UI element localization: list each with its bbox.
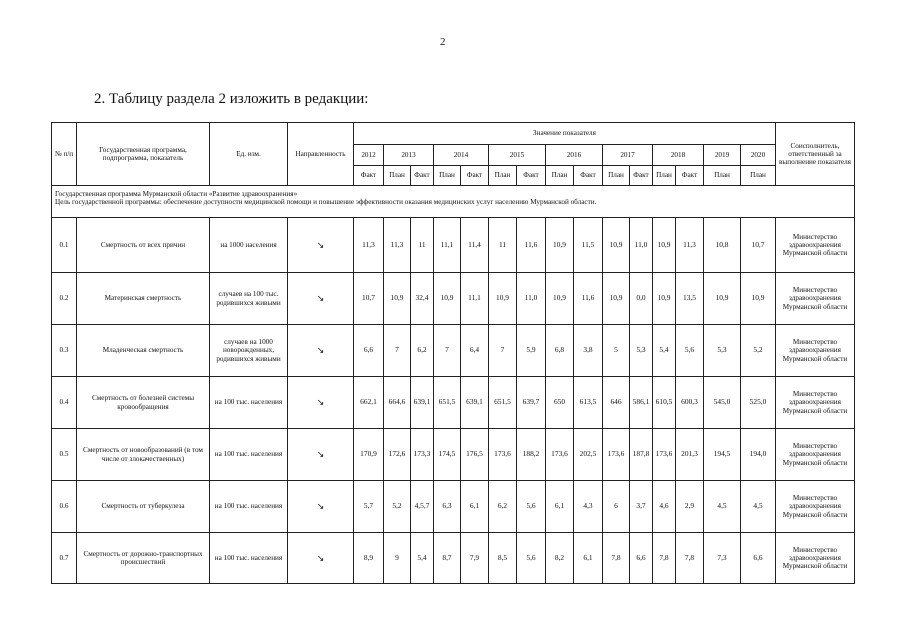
value-cell: 4,5: [704, 481, 741, 533]
value-cell: 5,3: [704, 325, 741, 377]
value-cell: 10,9: [741, 273, 776, 325]
value-cell: 202,5: [574, 429, 603, 481]
indicator-name: Смертность от дорожно-транспортных происшествий: [77, 533, 210, 584]
header-program: Государственная программа, подпрограмма, показатель: [77, 123, 210, 186]
header-value: Значение показателя: [354, 123, 776, 145]
program-goal: Цель государственной программы: обеспечение доступности медицинской помощи и повышение эффективности оказания медицинских услуг населению Мурманской области.: [55, 198, 597, 207]
table-row: [52, 533, 855, 584]
value-cell: 10,9: [653, 218, 676, 273]
value-cell: 9: [384, 533, 411, 584]
row-number: 0.7: [52, 533, 77, 584]
table-row: [52, 481, 855, 533]
subheader-cell: Факт: [574, 166, 603, 186]
value-cell: 5,7: [354, 481, 384, 533]
value-cell: 2,9: [676, 481, 704, 533]
value-cell: 174,5: [434, 429, 461, 481]
indicator-name: Смертность от новообразований (в том числе от злокачественных): [77, 429, 210, 481]
value-cell: 5,6: [517, 533, 546, 584]
value-cell: 6,3: [434, 481, 461, 533]
direction-arrow: ↘: [288, 481, 354, 533]
value-cell: 4,5,7: [411, 481, 434, 533]
indicator-name: Смертность от туберкулеза: [77, 481, 210, 533]
value-cell: 10,7: [354, 273, 384, 325]
value-cell: 11,0: [517, 273, 546, 325]
year-header: 2018: [653, 145, 704, 166]
indicator-unit: на 1000 населения: [210, 218, 288, 273]
value-cell: 5,4: [653, 325, 676, 377]
value-cell: 651,5: [434, 377, 461, 429]
value-cell: 187,8: [630, 429, 653, 481]
table-row: [52, 377, 855, 429]
table-row: [52, 429, 855, 481]
value-cell: 525,0: [741, 377, 776, 429]
value-cell: 173,6: [489, 429, 517, 481]
value-cell: 6,1: [461, 481, 489, 533]
value-cell: 613,5: [574, 377, 603, 429]
direction-arrow: ↘: [288, 325, 354, 377]
row-number: 0.2: [52, 273, 77, 325]
direction-arrow: ↘: [288, 377, 354, 429]
value-cell: 173,6: [653, 429, 676, 481]
value-cell: 662,1: [354, 377, 384, 429]
row-number: 0.3: [52, 325, 77, 377]
value-cell: 6,8: [546, 325, 574, 377]
value-cell: 11,4: [461, 218, 489, 273]
value-cell: 6,2: [411, 325, 434, 377]
value-cell: 646: [603, 377, 630, 429]
indicator-unit: на 100 тыс. населения: [210, 533, 288, 584]
header-direction: Направленность: [288, 123, 354, 186]
value-cell: 586,1: [630, 377, 653, 429]
year-header: 2015: [489, 145, 546, 166]
indicator-unit: на 100 тыс. населения: [210, 429, 288, 481]
year-header: 2013: [384, 145, 434, 166]
value-cell: 10,9: [653, 273, 676, 325]
value-cell: 170,9: [354, 429, 384, 481]
table-row: [52, 273, 855, 325]
header-executor: Соисполнитель, ответственный за выполнение показателя: [776, 123, 855, 186]
value-cell: 6,1: [574, 533, 603, 584]
indicator-name: Смертность от всех причин: [77, 218, 210, 273]
direction-arrow: ↘: [288, 273, 354, 325]
value-cell: 651,5: [489, 377, 517, 429]
value-cell: 5: [603, 325, 630, 377]
value-cell: 8,9: [354, 533, 384, 584]
value-cell: 3,7: [630, 481, 653, 533]
row-number: 0.5: [52, 429, 77, 481]
direction-arrow: ↘: [288, 218, 354, 273]
value-cell: 176,5: [461, 429, 489, 481]
value-cell: 3,8: [574, 325, 603, 377]
value-cell: 6: [603, 481, 630, 533]
value-cell: 610,5: [653, 377, 676, 429]
executor-cell: Министерство здравоохранения Мурманской области: [776, 533, 855, 584]
value-cell: 10,9: [489, 273, 517, 325]
direction-arrow: ↘: [288, 429, 354, 481]
subheader-cell: План: [384, 166, 411, 186]
indicator-unit: случаев на 100 тыс. родившихся живыми: [210, 273, 288, 325]
value-cell: 7: [434, 325, 461, 377]
value-cell: 8,5: [489, 533, 517, 584]
indicator-name: Смертность от болезней системы кровообращения: [77, 377, 210, 429]
program-title: Государственная программа Мурманской области «Развитие здравоохранения»: [55, 190, 298, 198]
value-cell: 7: [489, 325, 517, 377]
year-header: 2016: [546, 145, 603, 166]
subheader-cell: План: [603, 166, 630, 186]
subheader-cell: План: [434, 166, 461, 186]
executor-cell: Министерство здравоохранения Мурманской области: [776, 218, 855, 273]
executor-cell: Министерство здравоохранения Мурманской области: [776, 377, 855, 429]
subheader-cell: План: [704, 166, 741, 186]
value-cell: 4,6: [653, 481, 676, 533]
value-cell: 11,3: [676, 218, 704, 273]
indicators-table: [51, 122, 855, 584]
value-cell: 5,9: [517, 325, 546, 377]
value-cell: 11,6: [574, 273, 603, 325]
value-cell: 6,6: [354, 325, 384, 377]
value-cell: 6,6: [630, 533, 653, 584]
indicator-unit: на 100 тыс. населения: [210, 481, 288, 533]
row-number: 0.4: [52, 377, 77, 429]
value-cell: 5,4: [411, 533, 434, 584]
subheader-cell: Факт: [676, 166, 704, 186]
value-cell: 11: [411, 218, 434, 273]
program-block: [52, 186, 855, 218]
subheader-cell: План: [741, 166, 776, 186]
executor-cell: Министерство здравоохранения Мурманской области: [776, 429, 855, 481]
page-number: 2: [440, 36, 446, 48]
table-row: [52, 218, 855, 273]
year-header: 2017: [603, 145, 653, 166]
value-cell: 7,8: [653, 533, 676, 584]
year-header: 2014: [434, 145, 489, 166]
table-row: [52, 325, 855, 377]
value-cell: 10,9: [603, 273, 630, 325]
executor-cell: Министерство здравоохранения Мурманской области: [776, 325, 855, 377]
header-unit: Ед. изм.: [210, 123, 288, 186]
executor-cell: Министерство здравоохранения Мурманской области: [776, 273, 855, 325]
value-cell: 7,8: [676, 533, 704, 584]
value-cell: 4,3: [574, 481, 603, 533]
value-cell: 194,0: [741, 429, 776, 481]
value-cell: 6,6: [741, 533, 776, 584]
row-number: 0.6: [52, 481, 77, 533]
value-cell: 7,8: [603, 533, 630, 584]
subheader-cell: Факт: [517, 166, 546, 186]
value-cell: 664,6: [384, 377, 411, 429]
value-cell: 10,9: [546, 273, 574, 325]
value-cell: 639,1: [461, 377, 489, 429]
subheader-cell: Факт: [630, 166, 653, 186]
value-cell: 11,3: [384, 218, 411, 273]
value-cell: 7: [384, 325, 411, 377]
value-cell: 11,3: [354, 218, 384, 273]
row-number: 0.1: [52, 218, 77, 273]
value-cell: 10,9: [384, 273, 411, 325]
value-cell: 5,2: [741, 325, 776, 377]
value-cell: 639,7: [517, 377, 546, 429]
value-cell: 5,3: [630, 325, 653, 377]
subheader-cell: План: [546, 166, 574, 186]
executor-cell: Министерство здравоохранения Мурманской области: [776, 481, 855, 533]
header-num: № п/п: [52, 123, 77, 186]
subheader-cell: План: [653, 166, 676, 186]
value-cell: 6,1: [546, 481, 574, 533]
value-cell: 8,7: [434, 533, 461, 584]
indicator-name: Младенческая смертность: [77, 325, 210, 377]
value-cell: 172,6: [384, 429, 411, 481]
value-cell: 6,4: [461, 325, 489, 377]
value-cell: 10,9: [434, 273, 461, 325]
value-cell: 10,9: [704, 273, 741, 325]
value-cell: 7,9: [461, 533, 489, 584]
value-cell: 173,6: [546, 429, 574, 481]
indicator-unit: случаев на 1000 новорожденных, родившихся живыми: [210, 325, 288, 377]
value-cell: 6,2: [489, 481, 517, 533]
value-cell: 7,3: [704, 533, 741, 584]
value-cell: 173,6: [603, 429, 630, 481]
value-cell: 11,1: [434, 218, 461, 273]
value-cell: 11,1: [461, 273, 489, 325]
value-cell: 4,5: [741, 481, 776, 533]
year-header: 2020: [741, 145, 776, 166]
value-cell: 11,0: [630, 218, 653, 273]
indicator-name: Материнская смертность: [77, 273, 210, 325]
subheader-cell: Факт: [461, 166, 489, 186]
direction-arrow: ↘: [288, 533, 354, 584]
value-cell: 10,9: [546, 218, 574, 273]
value-cell: 10,8: [704, 218, 741, 273]
value-cell: 13,5: [676, 273, 704, 325]
value-cell: 194,5: [704, 429, 741, 481]
value-cell: 11,5: [574, 218, 603, 273]
value-cell: 32,4: [411, 273, 434, 325]
value-cell: 650: [546, 377, 574, 429]
value-cell: 639,1: [411, 377, 434, 429]
value-cell: 0,0: [630, 273, 653, 325]
value-cell: 10,7: [741, 218, 776, 273]
subheader-cell: Факт: [411, 166, 434, 186]
indicator-unit: на 100 тыс. населения: [210, 377, 288, 429]
subheader-cell: План: [489, 166, 517, 186]
value-cell: 5,2: [384, 481, 411, 533]
value-cell: 5,6: [517, 481, 546, 533]
value-cell: 173,3: [411, 429, 434, 481]
section-heading: 2. Таблицу раздела 2 изложить в редакции:: [94, 91, 369, 107]
value-cell: 5,6: [676, 325, 704, 377]
value-cell: 600,3: [676, 377, 704, 429]
year-header: 2012: [354, 145, 384, 166]
value-cell: 188,2: [517, 429, 546, 481]
subheader-cell: Факт: [354, 166, 384, 186]
value-cell: 10,9: [603, 218, 630, 273]
value-cell: 11,6: [517, 218, 546, 273]
value-cell: 8,2: [546, 533, 574, 584]
value-cell: 11: [489, 218, 517, 273]
value-cell: 545,0: [704, 377, 741, 429]
value-cell: 201,3: [676, 429, 704, 481]
indicator-rows: [52, 218, 855, 584]
year-header: 2019: [704, 145, 741, 166]
